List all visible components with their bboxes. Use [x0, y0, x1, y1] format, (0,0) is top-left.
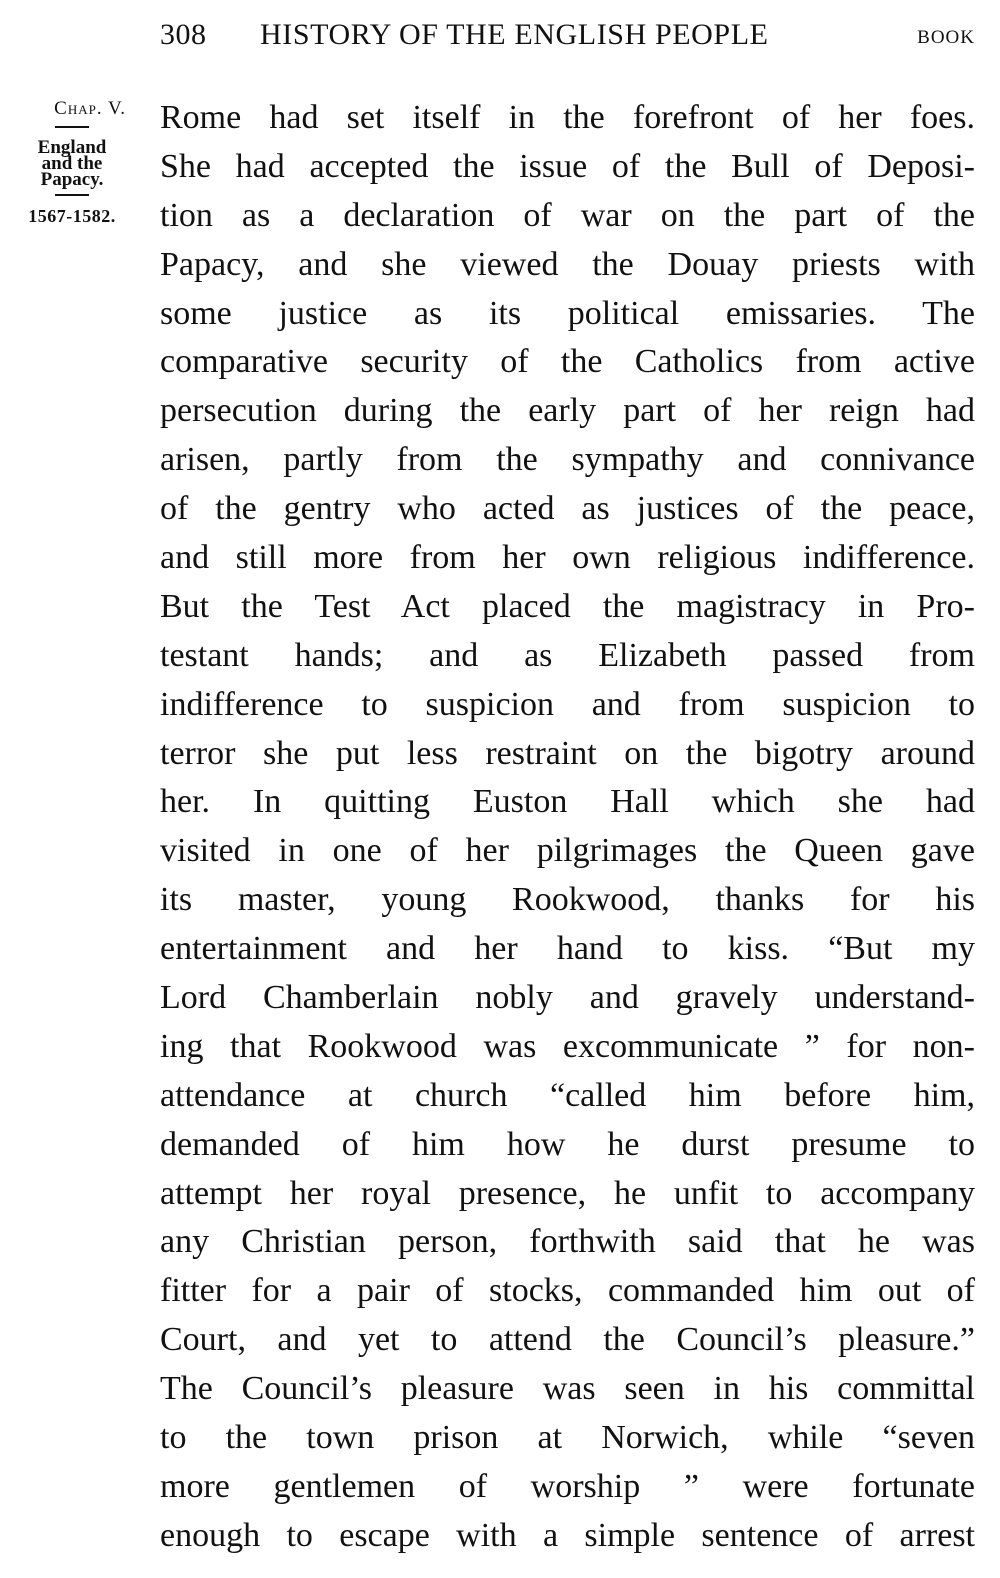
chapter-label: Chap. V.: [54, 98, 126, 119]
text-line: some justice as its political emissaries. The: [160, 294, 975, 332]
text-line: Rome had set itself in the forefront of her foes.: [160, 99, 975, 136]
body-text: [160, 94, 975, 1561]
text-line: terror she put less restraint on the bigotry around: [160, 734, 975, 772]
text-line: of the gentry who acted as justices of the peace,: [160, 490, 975, 528]
sidenote-topic-line: and the: [41, 153, 103, 174]
text-line: Court, and yet to attend the Council’s pleasure.”: [160, 1321, 975, 1359]
text-line: persecution during the early part of her reign had: [160, 392, 975, 430]
sidenote-topic-line: Papacy.: [40, 169, 104, 190]
text-line: to the town prison at Norwich, while “seven: [160, 1419, 975, 1457]
text-line: indifference to suspicion and from suspicion to: [160, 685, 975, 723]
text-line: testant hands; and as Elizabeth passed from: [160, 636, 975, 674]
text-line: She had accepted the issue of the Bull of Deposi-: [160, 147, 975, 185]
text-line: Lord Chamberlain nobly and gravely understand-: [160, 979, 975, 1017]
running-head: [160, 18, 975, 62]
sidenote-dates: 1567-1582.: [28, 206, 116, 226]
text-line: its master, young Rookwood, thanks for his: [160, 881, 975, 919]
sidenote-divider: [55, 194, 89, 196]
sidenote-topic: [16, 132, 128, 188]
text-line: arisen, partly from the sympathy and connivance: [160, 441, 975, 479]
text-line: enough to escape with a simple sentence of arrest: [160, 1516, 975, 1554]
text-line: But the Test Act placed the magistracy in Pro-: [160, 587, 975, 625]
text-line: The Council’s pleasure was seen in his committal: [160, 1370, 975, 1408]
text-line: ing that Rookwood was excommunicate ” for non-: [160, 1027, 975, 1065]
text-line: tion as a declaration of war on the part of the: [160, 196, 975, 234]
text-line: attendance at church “called him before him,: [160, 1076, 975, 1114]
text-line: her. In quitting Euston Hall which she had: [160, 783, 975, 821]
running-title: HISTORY OF THE ENGLISH PEOPLE: [260, 18, 769, 51]
text-line: attempt her royal presence, he unfit to accompany: [160, 1174, 975, 1212]
text-line: demanded of him how he durst presume to: [160, 1125, 975, 1163]
text-line: fitter for a pair of stocks, commanded him out of: [160, 1272, 975, 1310]
sidenote-topic-line: England: [37, 137, 107, 158]
running-book-label: BOOK: [917, 27, 975, 48]
text-line: Papacy, and she viewed the Douay priests with: [160, 245, 975, 283]
text-line: visited in one of her pilgrimages the Queen gave: [160, 832, 975, 870]
text-line: any Christian person, forthwith said that he was: [160, 1223, 975, 1261]
text-line: entertainment and her hand to kiss. “But my: [160, 930, 975, 968]
text-line: comparative security of the Catholics from active: [160, 343, 975, 381]
margin-notes: [16, 98, 128, 227]
text-line: and still more from her own religious indifference.: [160, 539, 975, 577]
text-line: more gentlemen of worship ” were fortunate: [160, 1467, 975, 1505]
sidenote-divider: [55, 126, 89, 128]
page-number: 308: [160, 18, 207, 51]
